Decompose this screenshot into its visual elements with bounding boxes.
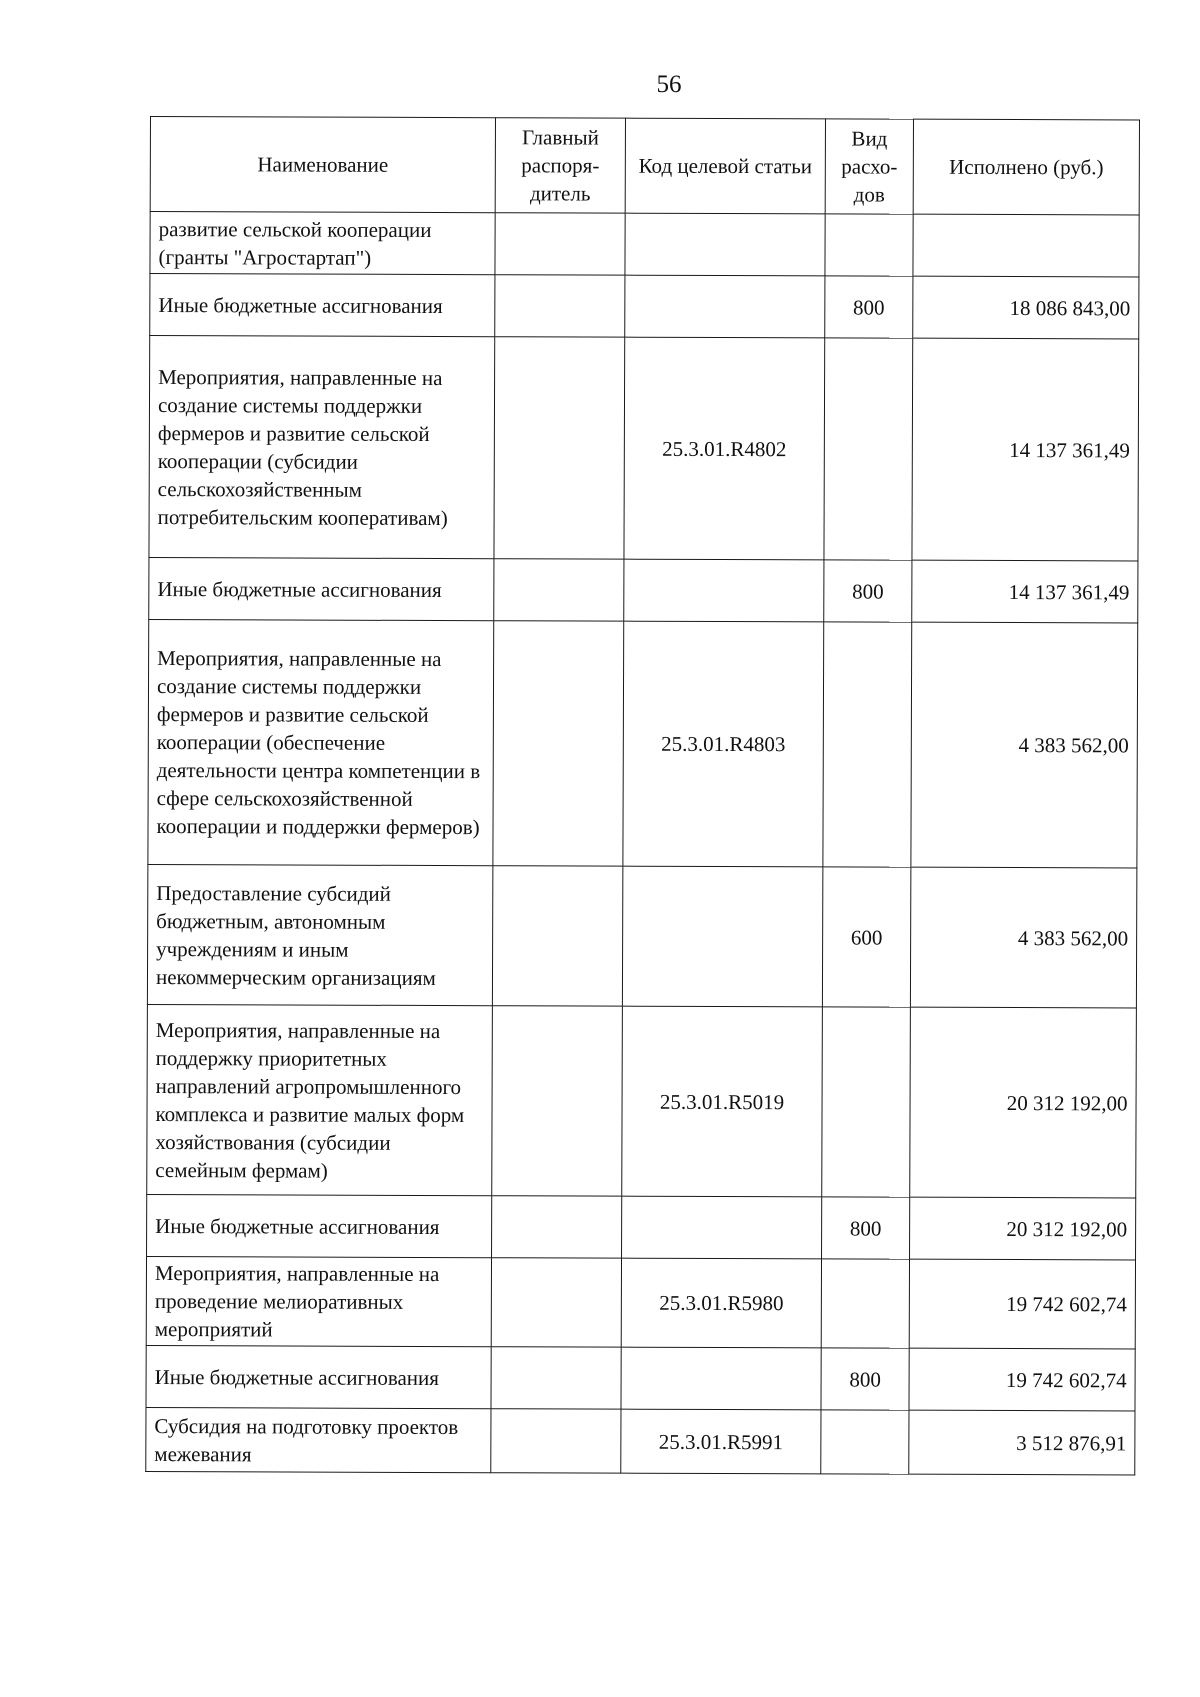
- cell-executed-amount: 20 312 192,00: [910, 1007, 1137, 1198]
- cell-main-disposer: [492, 1006, 623, 1196]
- cell-main-disposer: [494, 559, 624, 621]
- cell-main-disposer: [495, 275, 625, 337]
- header-executed: Исполнено (руб.): [913, 119, 1139, 215]
- table-row: [149, 336, 1139, 561]
- cell-target-code: [622, 866, 822, 1007]
- cell-expense-type: 600: [822, 867, 910, 1007]
- table-row: [146, 1407, 1135, 1474]
- cell-expense-type: [822, 1007, 911, 1197]
- cell-expense-type: 800: [825, 276, 913, 338]
- cell-main-disposer: [493, 621, 624, 866]
- table-row: [149, 557, 1138, 622]
- cell-executed-amount: 18 086 843,00: [913, 276, 1139, 339]
- cell-expense-type: 800: [824, 560, 912, 622]
- cell-executed-amount: 19 742 602,74: [909, 1259, 1135, 1349]
- cell-name: Субсидия на подготовку проектов межевания: [146, 1407, 491, 1472]
- cell-name: Мероприятия, направленные на создание системы поддержки фермеров и развитие сельской кооперации (субсидии сельскохозяйственным потребительским кооперативам): [149, 336, 495, 559]
- cell-executed-amount: 14 137 361,49: [912, 560, 1138, 623]
- cell-expense-type: [821, 1410, 909, 1474]
- cell-main-disposer: [491, 1347, 621, 1409]
- cell-executed-amount: 3 512 876,91: [909, 1410, 1135, 1475]
- table-row: [147, 1194, 1136, 1259]
- cell-target-code: 25.3.01.R4803: [623, 621, 824, 867]
- budget-execution-table: [145, 116, 1140, 1475]
- cell-executed-amount: 4 383 562,00: [911, 622, 1138, 868]
- cell-main-disposer: [492, 866, 622, 1006]
- table-header-row: [150, 117, 1139, 215]
- table-row: [150, 274, 1139, 339]
- cell-expense-type: 800: [822, 1197, 910, 1259]
- table-row: [146, 1345, 1135, 1410]
- cell-target-code: [625, 275, 825, 338]
- table-row: [150, 212, 1139, 277]
- cell-expense-type: [825, 214, 913, 276]
- header-target-code: Код целевой статьи: [625, 118, 825, 214]
- cell-target-code: 25.3.01.R5991: [621, 1409, 821, 1474]
- cell-name: Иные бюджетные ассигнования: [147, 1194, 492, 1257]
- cell-executed-amount: 14 137 361,49: [912, 338, 1139, 561]
- cell-target-code: [622, 1196, 822, 1259]
- cell-target-code: 25.3.01.R4802: [624, 337, 825, 560]
- cell-executed-amount: [913, 214, 1139, 277]
- page-number: 56: [656, 71, 682, 98]
- table-row: [148, 619, 1138, 867]
- header-expense-type: Вид расхо-дов: [825, 119, 913, 214]
- cell-executed-amount: 20 312 192,00: [910, 1197, 1136, 1260]
- cell-expense-type: [823, 622, 912, 867]
- table-body: [146, 212, 1139, 1475]
- cell-target-code: [621, 1347, 821, 1410]
- table-row: [147, 1004, 1137, 1197]
- cell-main-disposer: [491, 1409, 621, 1473]
- cell-name: Мероприятия, направленные на поддержку приоритетных направлений агропромышленного комплекса и развитие малых форм хозяйствования (субсидии семейным фермам): [147, 1004, 493, 1195]
- cell-executed-amount: 19 742 602,74: [909, 1348, 1135, 1411]
- cell-target-code: 25.3.01.R5019: [622, 1006, 823, 1197]
- cell-name: Иные бюджетные ассигнования: [150, 274, 495, 337]
- cell-name: развитие сельской кооперации (гранты "Агростартап"): [150, 212, 495, 275]
- cell-name: Мероприятия, направленные на создание системы поддержки фермеров и развитие сельской кооперации (обеспечение деятельности центра компетенции в сфере сельскохозяйственной кооперации и поддержки фермеров): [148, 619, 494, 865]
- cell-main-disposer: [494, 337, 625, 559]
- cell-target-code: 25.3.01.R5980: [621, 1258, 821, 1348]
- table-row: [147, 864, 1136, 1007]
- header-name: Наименование: [150, 117, 495, 213]
- cell-name: Мероприятия, направленные на проведение мелиоративных мероприятий: [146, 1256, 491, 1346]
- cell-name: Предоставление субсидий бюджетным, автономным учреждениям и иным некоммерческим организациям: [147, 864, 492, 1005]
- cell-target-code: [624, 559, 824, 622]
- cell-expense-type: [824, 338, 913, 560]
- cell-main-disposer: [491, 1258, 621, 1347]
- cell-expense-type: [821, 1259, 909, 1348]
- cell-main-disposer: [492, 1196, 622, 1258]
- cell-target-code: [625, 213, 825, 276]
- cell-main-disposer: [495, 213, 625, 275]
- cell-executed-amount: 4 383 562,00: [910, 867, 1136, 1008]
- cell-name: Иные бюджетные ассигнования: [149, 557, 494, 620]
- table-row: [146, 1256, 1135, 1348]
- cell-name: Иные бюджетные ассигнования: [146, 1345, 491, 1408]
- cell-expense-type: 800: [821, 1348, 909, 1410]
- header-main-disposer: Главный распоря-дитель: [495, 118, 625, 213]
